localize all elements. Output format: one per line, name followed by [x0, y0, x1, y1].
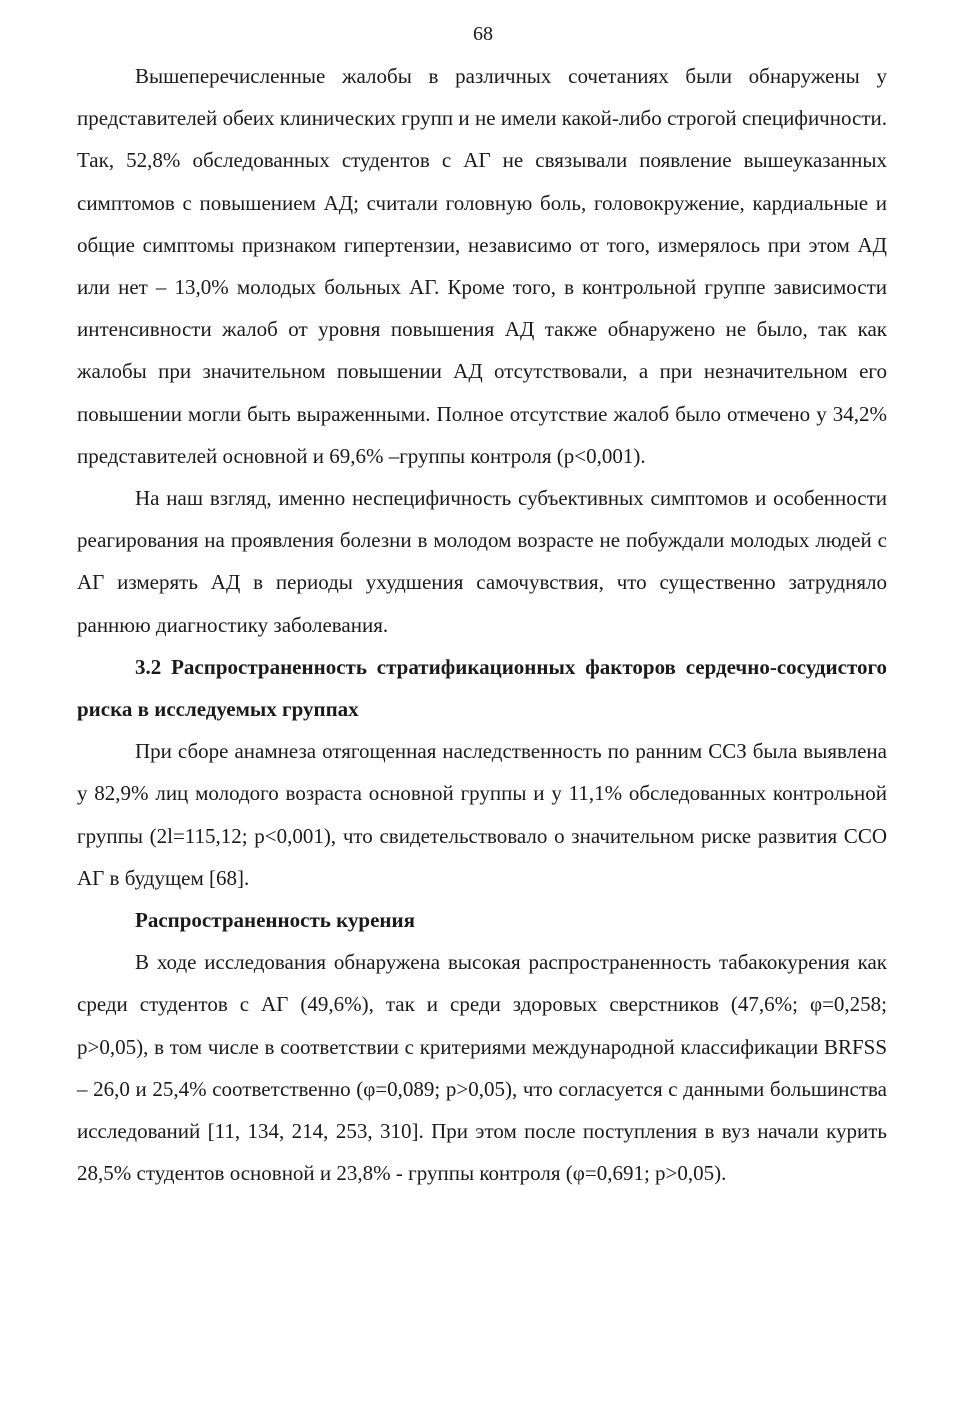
paragraph-smoking: В ходе исследования обнаружена высокая распространенность табакокурения как среди студентов с АГ (49,6%), так и среди здоровых сверстников (47,6%; φ=0,258; p>0,05), в том числе в соответствии с критериями международной классификации BRFSS – 26,0 и 25,4% соответственно (φ=0,089; p>0,05), что согласуется с данными большинства исследований [11, 134, 214, 253, 310]. При этом после поступления в вуз начали курить 28,5% студентов основной и 23,8% - группы контроля (φ=0,691; p>0,05).	[77, 950, 887, 1186]
section-heading: 3.2 Распространенность стратификационных факторов сердечно-сосудистого риска в исследуемых группах	[77, 654, 887, 722]
paragraph-nonspecificity: На наш взгляд, именно неспецифичность субъективных симптомов и особенности реагирования на проявления болезни в молодом возрасте не побуждали молодых людей с АГ измерять АД в периоды ухудшения самочувствия, что существенно затрудняло раннюю диагностику заболевания.	[77, 486, 887, 637]
subsection-heading: Распространенность курения	[135, 908, 415, 933]
page-body	[77, 55, 887, 1194]
paragraph-heredity: При сборе анамнеза отягощенная наследственность по ранним ССЗ была выявлена у 82,9% лиц молодого возраста основной группы и у 11,1% обследованных контрольной группы (2l=115,12; p<0,001), что свидетельствовало о значительном риске развития ССО АГ в будущем [68].	[77, 739, 887, 890]
paragraph-complaints: Вышеперечисленные жалобы в различных сочетаниях были обнаружены у представителей обеих клинических групп и не имели какой-либо строгой специфичности. Так, 52,8% обследованных студентов с АГ не связывали появление вышеуказанных симптомов с повышением АД; считали головную боль, головокружение, кардиальные и общие симптомы признаком гипертензии, независимо от того, измерялось при этом АД или нет – 13,0% молодых больных АГ. Кроме того, в контрольной группе зависимости интенсивности жалоб от уровня повышения АД также обнаружено не было, так как жалобы при значительном повышении АД отсутствовали, а при незначительном его повышении могли быть выраженными. Полное отсутствие жалоб было отмечено у 34,2% представителей основной и 69,6% –группы контроля (p<0,001).	[77, 64, 887, 468]
page-number: 68	[473, 23, 493, 45]
